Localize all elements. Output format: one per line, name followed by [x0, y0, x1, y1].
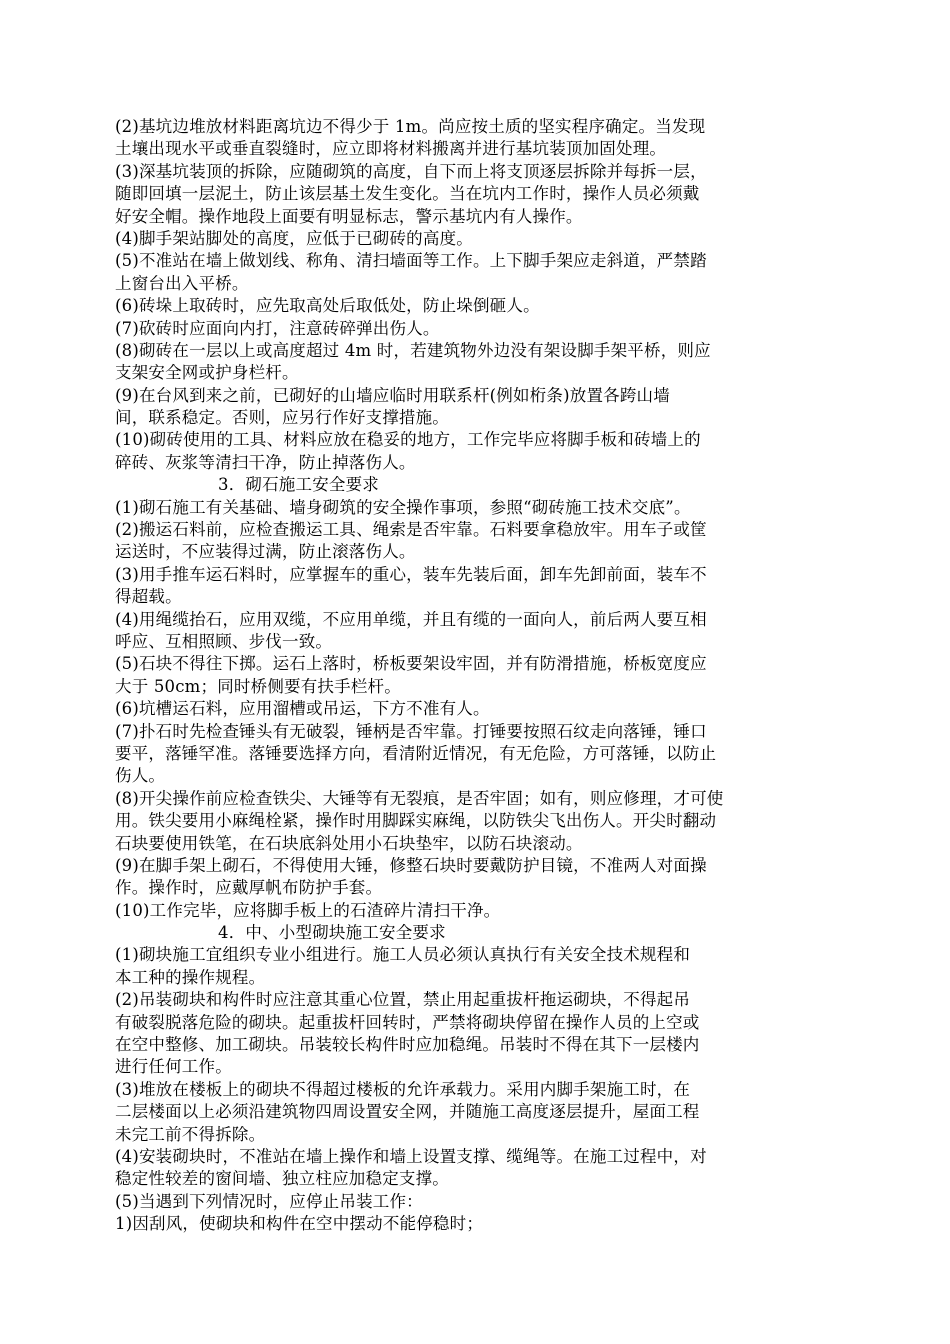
- text-line: 好安全帽。操作地段上面要有明显标志，警示基坑内有人操作。: [115, 206, 583, 226]
- text-line: (6)坑槽运石料，应用溜槽或吊运，下方不准有人。: [115, 699, 490, 719]
- text-line: 石块要使用铁笔，在石块底斜处用小石块垫牢，以防石块滚动。: [115, 833, 583, 853]
- text-line: (1)砌块施工宜组织专业小组进行。施工人员必须认真执行有关安全技术规程和: [115, 945, 691, 965]
- text-line: (6)砖垛上取砖时，应先取高处后取低处，防止垛倒砸人。: [115, 296, 540, 316]
- text-line: (8)开尖操作前应检查铁尖、大锤等有无裂痕，是否牢固；如有，则应修理，才可使: [115, 788, 724, 808]
- text-line: 上窗台出入平桥。: [115, 273, 249, 293]
- text-line: (1)砌石施工有关基础、墙身砌筑的安全操作事项，参照“砌砖施工技术交底”。: [115, 497, 691, 517]
- text-line: 未完工前不得拆除。: [115, 1124, 266, 1144]
- text-line: 大于 50cm；同时桥侧要有扶手栏杆。: [115, 676, 401, 696]
- text-line: (2)基坑边堆放材料距离坑边不得少于 1m。尚应按土质的坚实程序确定。当发现: [115, 117, 706, 136]
- text-line: (9)在脚手架上砌石，不得使用大锤，修整石块时要戴防护目镜，不准两人对面操: [115, 855, 707, 875]
- section-heading: 3．砌石施工安全要求: [218, 475, 379, 495]
- text-line: (7)砍砖时应面向内打，注意砖碎弹出伤人。: [115, 318, 440, 338]
- text-line: 运送时，不应装得过满，防止滚落伤人。: [115, 542, 416, 562]
- text-line: 伤人。: [115, 766, 166, 786]
- text-line: (2)吊装砌块和构件时应注意其重心位置，禁止用起重拔杆拖运砌块，不得起吊: [115, 990, 691, 1010]
- text-line: 稳定性较差的窗间墙、独立柱应加稳定支撑。: [115, 1169, 449, 1189]
- text-line: (10)砌砖使用的工具、材料应放在稳妥的地方，工作完毕应将脚手板和砖墙上的: [115, 430, 701, 450]
- text-line: (2)搬运石料前，应检查搬运工具、绳索是否牢靠。石料要拿稳放牢。用车子或筐: [115, 520, 707, 540]
- text-line: 要平，落锤罕准。落锤要选择方向，看清附近情况，有无危险，方可落锤，以防止: [115, 743, 717, 763]
- text-line: 用。铁尖要用小麻绳栓紧，操作时用脚踩实麻绳，以防铁尖飞出伤人。开尖时翻动: [115, 811, 717, 831]
- text-line: (5)石块不得往下掷。运石上落时，桥板要架设牢固，并有防滑措施，桥板宽度应: [115, 654, 707, 674]
- text-line: (7)扑石时先检查锤头有无破裂，锤柄是否牢靠。打锤要按照石纹走向落锤，锤口: [115, 721, 707, 741]
- text-line: 得超载。: [115, 587, 182, 607]
- text-line: 支架安全网或护身栏杆。: [115, 363, 299, 383]
- text-line: 1)因刮风，使砌块和构件在空中摆动不能停稳时；: [115, 1214, 484, 1234]
- text-line: 间，联系稳定。否则，应另行作好支撑措施。: [115, 408, 449, 428]
- section-heading: 4．中、小型砌块施工安全要求: [218, 923, 446, 943]
- text-line: 作。操作时，应戴厚帆布防护手套。: [115, 878, 383, 898]
- text-line: (4)脚手架站脚处的高度，应低于已砌砖的高度。: [115, 228, 473, 248]
- text-line: (9)在台风到来之前，已砌好的山墙应临时用联系杆(例如桁条)放置各跨山墙: [115, 385, 670, 405]
- text-line: 本工种的操作规程。: [115, 967, 266, 987]
- text-line: (4)用绳缆抬石，应用双缆，不应用单缆，并且有缆的一面向人，前后两人要互相: [115, 609, 707, 629]
- text-line: (3)用手推车运石料时，应掌握车的重心，装车先装后面，卸车先卸前面，装车不: [115, 564, 707, 584]
- text-line: 土壤出现水平或垂直裂缝时，应立即将材料搬离并进行基坑装顶加固处理。: [115, 139, 667, 159]
- text-line: (5)当遇到下列情况时，应停止吊装工作：: [115, 1191, 423, 1211]
- text-line: (4)安装砌块时，不准站在墙上操作和墙上设置支撑、缆绳等。在施工过程中，对: [115, 1146, 707, 1166]
- text-line: (8)砌砖在一层以上或高度超过 4m 时，若建筑物外边没有架设脚手架平桥，则应: [115, 340, 711, 360]
- text-line: (3)堆放在楼板上的砌块不得超过楼板的允许承载力。采用内脚手架施工时，在: [115, 1079, 691, 1099]
- text-line: 随即回填一层泥土，防止该层基土发生变化。当在坑内工作时，操作人员必须戴: [115, 184, 700, 204]
- text-line: 碎砖、灰浆等清扫干净，防止掉落伤人。: [115, 452, 416, 472]
- text-line: 呼应、互相照顾、步伐一致。: [115, 631, 333, 651]
- text-line: 有破裂脱落危险的砌块。起重拔杆回转时，严禁将砌块停留在操作人员的上空或: [115, 1012, 700, 1032]
- text-line: 二层楼面以上必须沿建筑物四周设置安全网，并随施工高度逐层提升，屋面工程: [115, 1102, 700, 1122]
- text-line: (5)不准站在墙上做划线、称角、清扫墙面等工作。上下脚手架应走斜道，严禁踏: [115, 251, 707, 271]
- text-line: (3)深基坑装顶的拆除，应随砌筑的高度，自下而上将支顶逐层拆除并每拆一层，: [115, 161, 707, 181]
- document-page: [115, 116, 825, 1236]
- text-line: 进行任何工作。: [115, 1057, 232, 1077]
- text-line: (10)工作完毕，应将脚手板上的石渣碎片清扫干净。: [115, 900, 501, 920]
- text-line: 在空中整修、加工砌块。吊装较长构件时应加稳绳。吊装时不得在其下一层楼内: [115, 1035, 700, 1055]
